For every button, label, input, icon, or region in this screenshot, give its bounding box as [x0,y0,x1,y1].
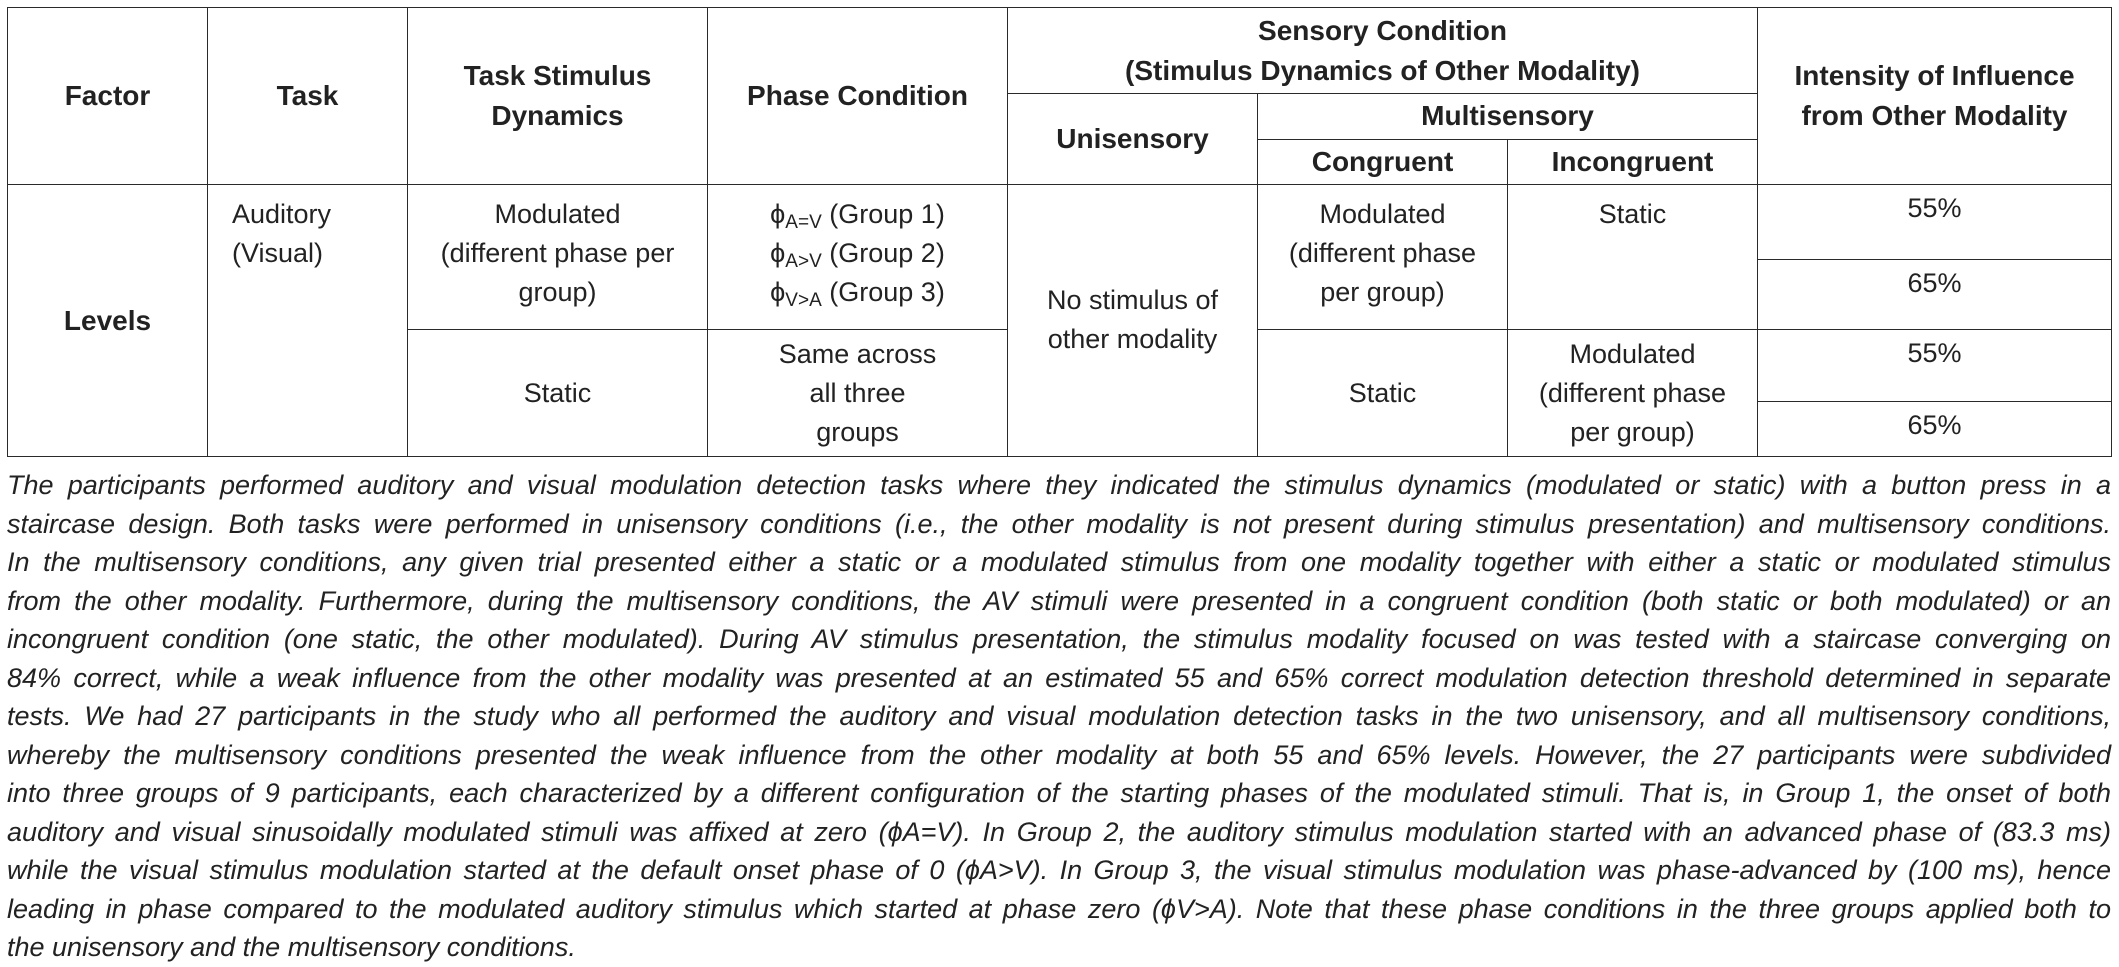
caption-line: staircase design. Both tasks were performed in unisensory conditions (i.e., the other modality is not present during stimulus presentation) and multisensory conditions. [7,508,2111,539]
phase-group-2: $\phi_{A>V}$ (Group 2) [770,237,945,272]
header-multisensory: Multisensory [1258,94,1758,139]
caption-line: incongruent condition (one static, the other modulated). During AV stimulus presentation, the stimulus modality focused on was tested with a staircase converging on [7,624,2111,654]
caption-line: the unisensory and the multisensory conditions. [7,932,576,962]
phase-group-1: $\phi_{A=V}$ (Group 1) [770,198,945,233]
levels-label: Levels [8,184,208,456]
header-incongruent: Incongruent [1508,139,1758,184]
static-task-dynamics: Static [408,330,708,457]
header-factor: Factor [8,8,208,185]
header-phase-condition: Phase Condition [708,8,1008,185]
header-sensory-condition [1008,8,1758,94]
phase-condition-static: Same across all three groups [708,330,1008,457]
task-value [208,184,408,456]
phase-condition-modulated [708,184,1008,330]
design-table [7,7,2112,457]
header-task: Task [208,8,408,185]
intensity-modulated-55: 55% [1758,184,2112,259]
caption-line: In the multisensory conditions, any given trial presented either a static or a modulated stimulus from one modality together with either a static or modulated stimulus [7,547,2111,577]
header-sensory-condition-line2: (Stimulus Dynamics of Other Modality) [1125,54,1640,86]
intensity-static-55: 55% [1758,330,2112,401]
caption-line: into three groups of 9 participants, each characterized by a different configuration of the starting phases of the modulated stimuli. That is, in Group 1, the onset of both [7,778,2111,808]
header-intensity: Intensity of Influence from Other Modality [1758,8,2112,185]
header-task-stimulus-dynamics: Task Stimulus Dynamics [408,8,708,185]
header-congruent: Congruent [1258,139,1508,184]
intensity-static-65: 65% [1758,401,2112,456]
phase-group-3: $\phi_{V>A}$ (Group 3) [770,276,945,311]
unisensory-value: No stimulus of other modality [1008,184,1258,456]
header-unisensory: Unisensory [1008,94,1258,184]
caption-line: auditory and visual sinusoidally modulated stimuli was affixed at zero (ϕA=V). In Group 2, the auditory stimulus modulation started with an advanced phase of (83.3 ms) [7,816,2111,847]
header-sensory-condition-line1: Sensory Condition [1258,14,1507,46]
caption-line: leading in phase compared to the modulated auditory stimulus which started at phase zero (ϕV>A). Note that these phase conditions in the three groups applied both to [7,893,2111,924]
table-caption [7,466,2111,967]
caption-line: while the visual stimulus modulation started at the default onset phase of 0 (ϕA>V). In Group 3, the visual stimulus modulation was phase-advanced by (100 ms), hence [7,855,2111,885]
caption-line: tests. We had 27 participants in the study who all performed the auditory and visual modulation detection tasks in the two unisensory, and all multisensory conditions, [7,701,2111,731]
static-congruent: Static [1258,330,1508,457]
static-incongruent: Modulated (different phase per group) [1508,330,1758,457]
caption-line: from the other modality. Furthermore, during the multisensory conditions, the AV stimuli were presented in a congruent condition (both static or both modulated) or an [7,585,2111,616]
task-value-text: Auditory (Visual) [232,198,332,268]
caption-line: 84% correct, while a weak influence from the other modality was presented at an estimated 55 and 65% correct modulation detection threshold determined in separate [7,662,2111,693]
intensity-modulated-65: 65% [1758,260,2112,330]
modulated-incongruent: Static [1508,184,1758,330]
caption-line: whereby the multisensory conditions presented the weak influence from the other modality at both 55 and 65% levels. However, the 27 participants were subdivided [7,739,2111,770]
modulated-task-dynamics: Modulated (different phase per group) [408,184,708,330]
caption-line: The participants performed auditory and visual modulation detection tasks where they indicated the stimulus dynamics (modulated or static) with a button press in a [7,470,2111,500]
modulated-congruent: Modulated (different phase per group) [1258,184,1508,330]
